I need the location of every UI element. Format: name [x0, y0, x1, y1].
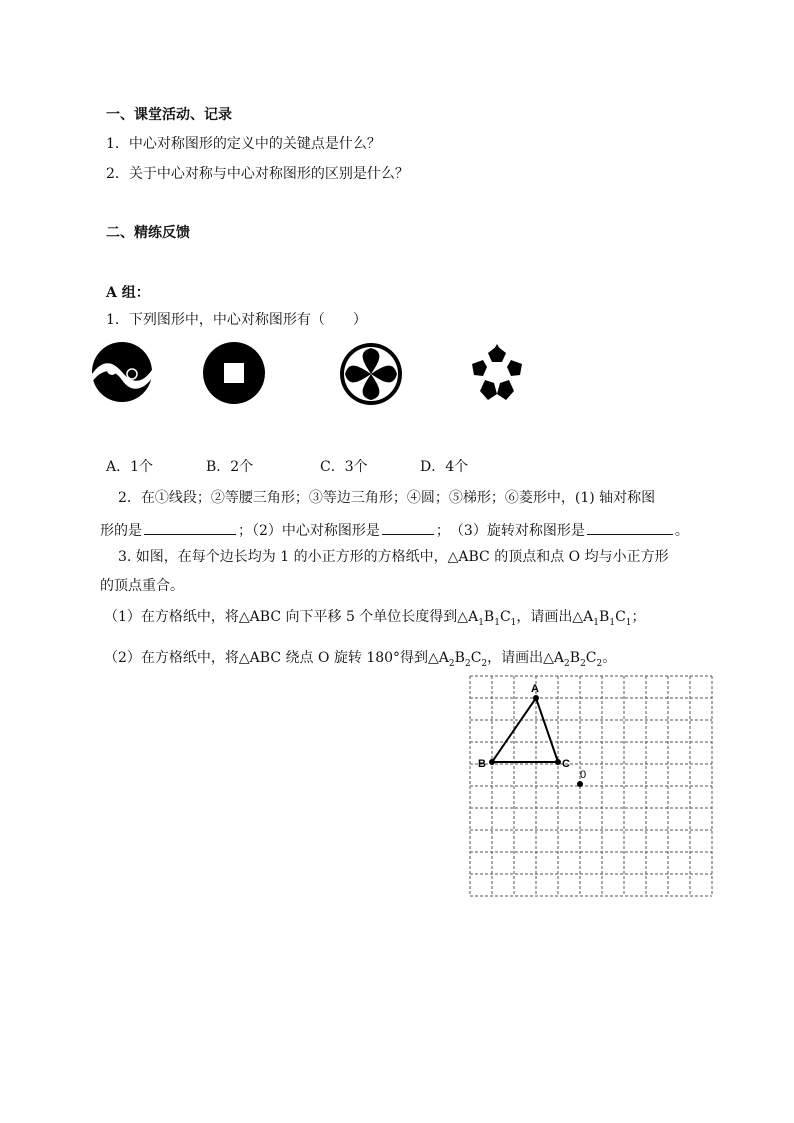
problem-3-line1: 3. 如图，在每个边长均为 1 的小正方形的方格纸中，△ABC 的顶点和点 O 均与小正方形 [118, 549, 669, 565]
problem-2-line2 [100, 520, 689, 539]
problem-3-line2: 的顶点重合。 [100, 578, 184, 594]
sub2-index: 2 [464, 658, 471, 669]
problem-1-stem: 1．下列图形中，中心对称图形有（ ） [106, 312, 367, 328]
sub1-index: 1 [510, 617, 517, 628]
sub2-text-d: ，请画出△A [487, 650, 565, 666]
vertex-b [489, 759, 495, 765]
sub1-index: 1 [593, 617, 600, 628]
grid-figure [460, 672, 720, 904]
section-heading-practice: 二、精练反馈 [106, 225, 190, 241]
sub1-text-a: （1）在方格纸中，将△ABC 向下平移 5 个单位长度得到△A [104, 609, 479, 625]
choice-c: C．3个 [320, 459, 368, 475]
sub1-text-c: C [499, 609, 511, 625]
sub1-text-g: ； [631, 609, 646, 625]
sub2-index: 2 [580, 658, 586, 669]
group-label: A 组： [106, 285, 150, 301]
problem-3-sub1 [104, 609, 646, 631]
section-heading-classroom: 一、课堂活动、记录 [106, 107, 232, 123]
point-o [577, 781, 583, 787]
answer-blank-central[interactable] [382, 520, 434, 535]
problem-3-sub2 [104, 650, 616, 672]
sub2-text-e: B [569, 650, 581, 666]
vertex-c [555, 759, 561, 765]
sub2-index: 2 [448, 658, 455, 669]
sub1-index: 1 [478, 617, 484, 628]
problem-2-part-c: ； （3）旋转对称图形是 [435, 523, 585, 539]
choice-a: A．1个 [106, 459, 154, 475]
problem-2-part-a: 形的是 [100, 523, 142, 539]
label-c: C [562, 758, 570, 770]
sub2-text-c: C [470, 650, 482, 666]
square-hole-coin-icon [202, 341, 266, 405]
sub2-index: 2 [564, 658, 570, 669]
question-1: 1．中心对称图形的定义中的关键点是什么？ [106, 136, 381, 152]
choice-d: D．4个 [420, 459, 469, 475]
grid-lines [470, 676, 712, 896]
problem-2-end: 。 [674, 523, 689, 539]
question-2: 2．关于中心对称与中心对称图形的区别是什么？ [106, 166, 409, 182]
four-petal-circle-icon [339, 342, 403, 406]
sub2-text-b: B [454, 650, 465, 666]
label-a: A [531, 683, 539, 695]
sub2-text-g: 。 [602, 650, 617, 666]
label-b: B [478, 758, 486, 770]
sub1-text-b: B [483, 609, 495, 625]
answer-blank-rotation[interactable] [587, 520, 673, 535]
sub1-index: 1 [494, 617, 500, 628]
sub2-index: 2 [596, 658, 603, 669]
problem-2-line1: 2．在①线段；②等腰三角形；③等边三角形；④圆；⑤梯形；⑥菱形中，(1) 轴对称图 [118, 490, 656, 506]
sub1-text-f: C [615, 609, 626, 625]
pentagon-flower-icon [466, 342, 528, 404]
sub1-index: 1 [625, 617, 632, 628]
answer-blank-axis[interactable] [144, 520, 236, 535]
sub1-text-e: B [599, 609, 610, 625]
sub1-index: 1 [609, 617, 616, 628]
sub2-index: 2 [481, 658, 488, 669]
triangle-abc [492, 698, 558, 762]
choice-b: B．2个 [206, 459, 254, 475]
sub2-text-f: C [585, 650, 597, 666]
sub2-text-a: （2）在方格纸中，将△ABC 绕点 O 旋转 180°得到△A [104, 650, 449, 666]
vertex-a [533, 695, 539, 701]
problem-2-part-b: ；（2）中心对称图形是 [238, 523, 380, 539]
sub1-text-d: ，请画出△A [516, 609, 594, 625]
label-o: 0 [580, 769, 587, 781]
yin-yang-icon [90, 340, 154, 404]
